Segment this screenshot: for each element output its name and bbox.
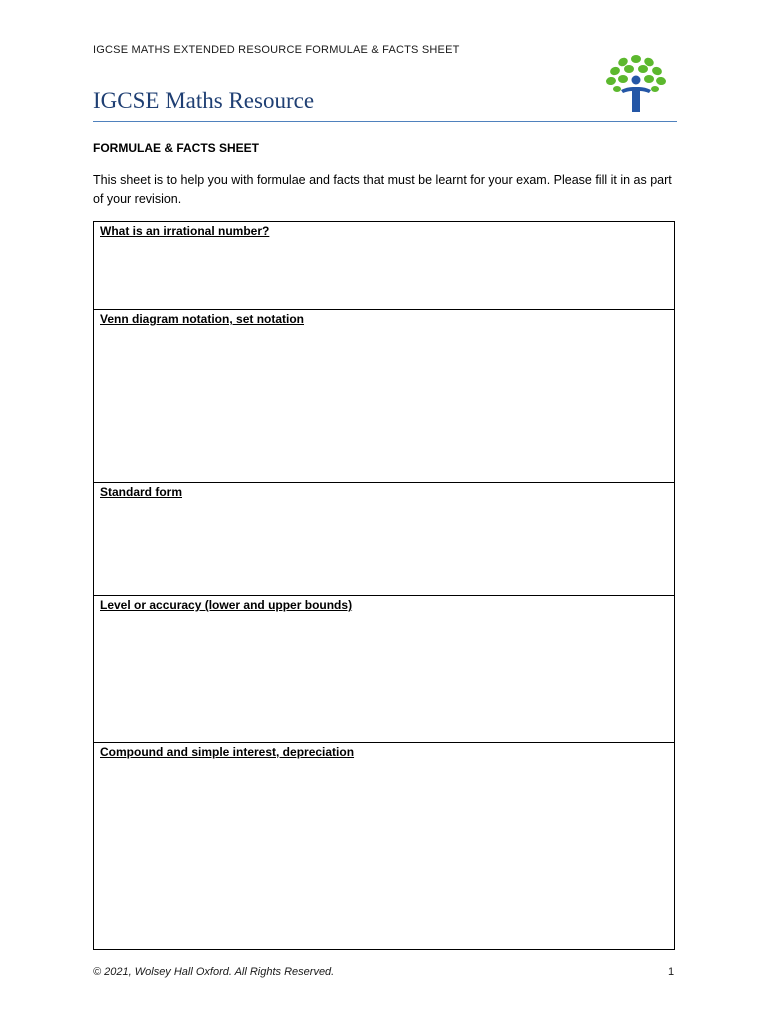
box-interest[interactable] <box>94 743 674 949</box>
box-label: Venn diagram notation, set notation <box>100 312 305 326</box>
running-header: IGCSE MATHS EXTENDED RESOURCE FORMULAE & FACTS SHEET <box>93 44 460 56</box>
box-venn-notation[interactable] <box>94 310 674 483</box>
footer-copyright: © 2021, Wolsey Hall Oxford. All Rights Reserved. <box>93 966 335 978</box>
page-number: 1 <box>668 966 675 978</box>
intro-paragraph: This sheet is to help you with formulae and facts that must be learnt for your exam. Please fill it in as part of your revision. <box>93 173 672 206</box>
box-irrational-number[interactable] <box>94 222 674 310</box>
box-standard-form[interactable] <box>94 483 674 596</box>
box-label: Level or accuracy (lower and upper bounds) <box>100 598 353 612</box>
box-bounds[interactable] <box>94 596 674 743</box>
fill-in-table <box>93 221 675 950</box>
box-label: Compound and simple interest, depreciation <box>100 745 355 759</box>
tree-person-logo-icon <box>603 54 669 114</box>
page-title: IGCSE Maths Resource <box>93 88 315 113</box>
box-label: What is an irrational number? <box>100 224 270 238</box>
title-divider <box>93 121 677 122</box>
box-label: Standard form <box>100 485 183 499</box>
section-heading: FORMULAE & FACTS SHEET <box>93 141 260 155</box>
